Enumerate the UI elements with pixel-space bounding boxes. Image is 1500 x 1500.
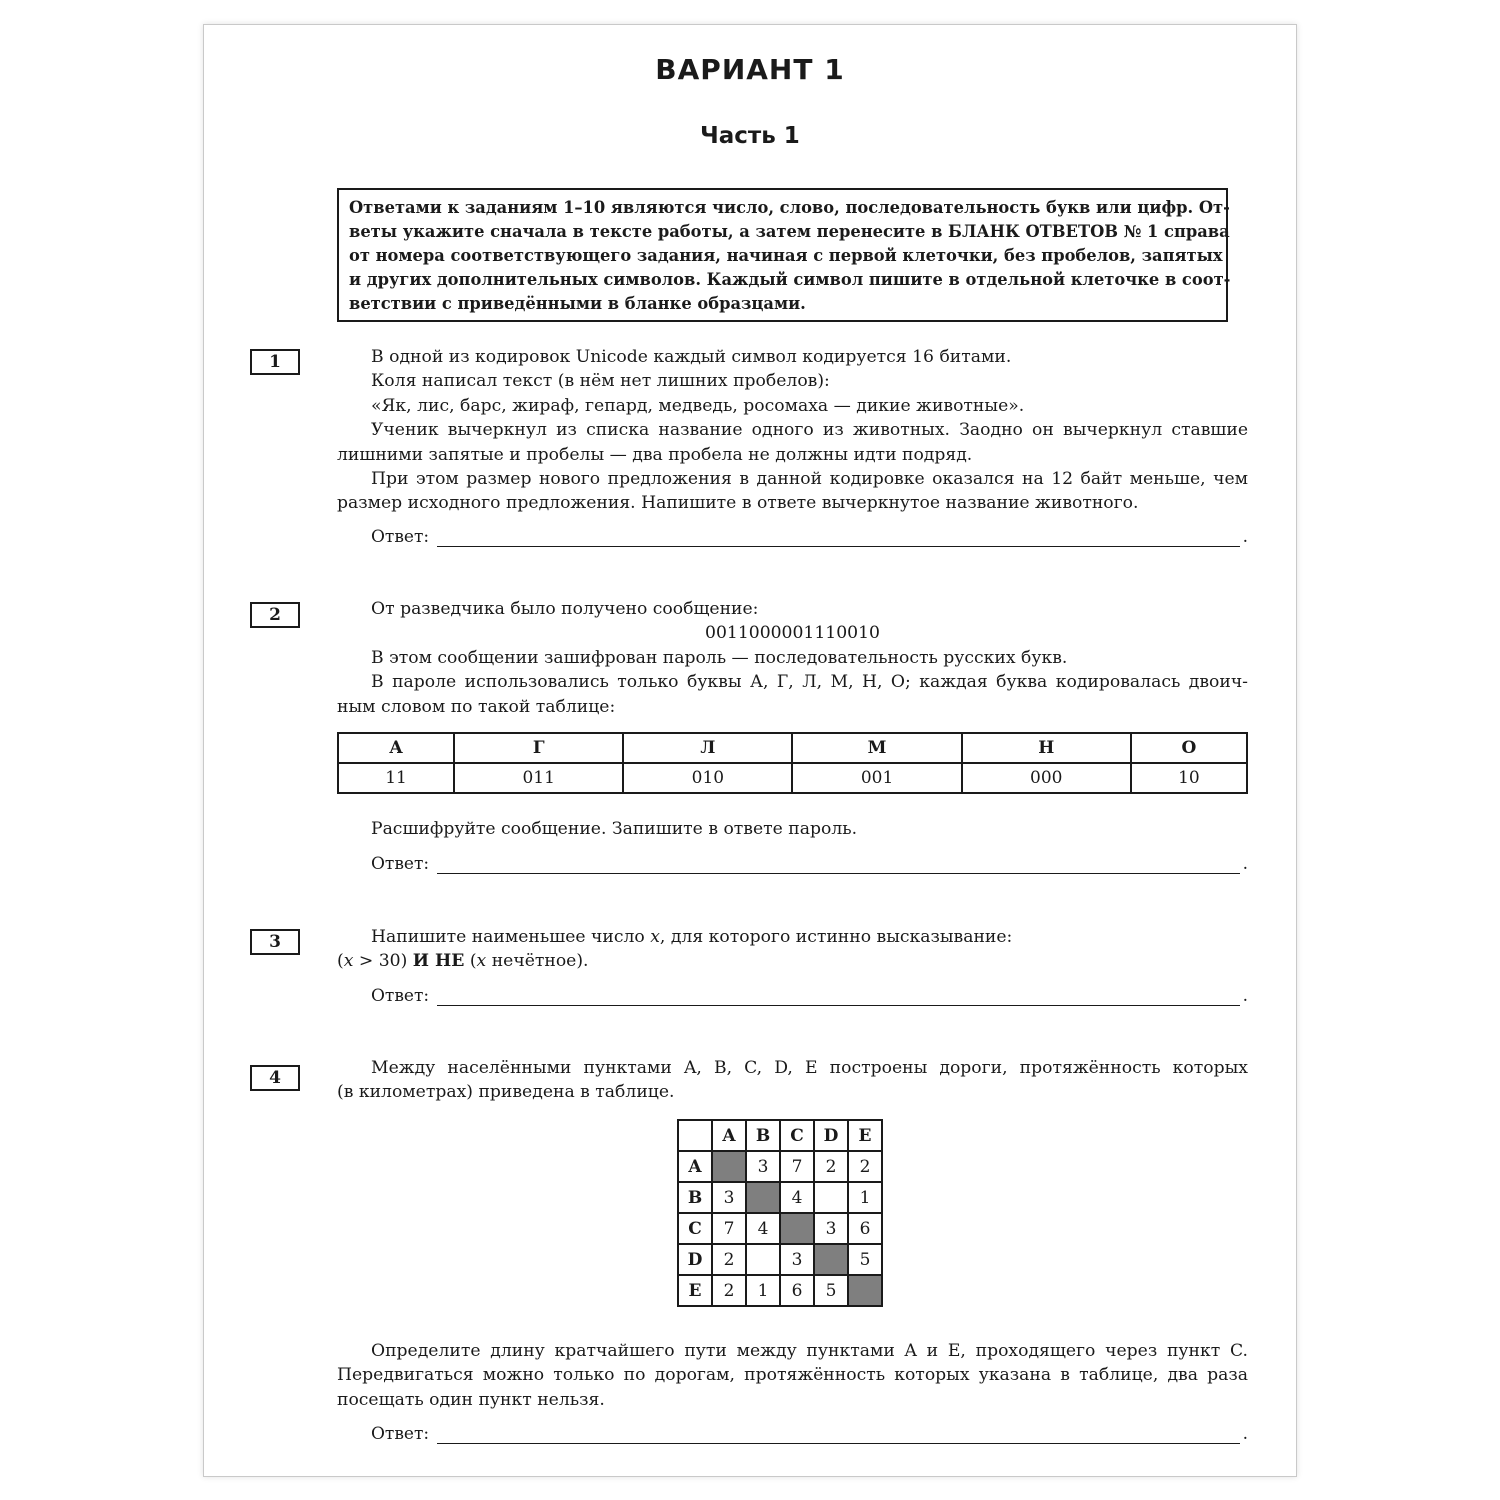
column-header: E — [848, 1120, 882, 1151]
answer-line — [437, 873, 1240, 874]
distance-cell: 2 — [712, 1244, 746, 1275]
task-4-text — [337, 1056, 1248, 1105]
text-fragment: Напишите наименьшее число — [371, 927, 651, 947]
page-sheet — [203, 24, 1297, 1477]
column-header: C — [780, 1120, 814, 1151]
variable-x: x — [343, 951, 354, 972]
distance-cell: 2 — [712, 1275, 746, 1306]
answer-field-3[interactable] — [371, 986, 1248, 1010]
task-1-text — [337, 345, 1248, 516]
row-header: E — [678, 1275, 712, 1306]
answer-field-4[interactable] — [371, 1424, 1248, 1448]
instructions-line: Ответами к заданиям 1–10 являются число, слово, последовательность букв или цифр. От- — [349, 198, 1230, 217]
distance-row — [678, 1275, 882, 1306]
answer-field-1[interactable] — [371, 527, 1248, 551]
distance-cell: 3 — [814, 1213, 848, 1244]
task-line: Расшифруйте сообщение. Запишите в ответе пароль. — [371, 819, 858, 839]
answer-period: . — [1242, 527, 1248, 547]
row-header: C — [678, 1213, 712, 1244]
task-2-text — [337, 597, 1248, 719]
task-4-question — [337, 1339, 1248, 1412]
distance-cell — [814, 1182, 848, 1213]
task-line: В пароле использовались только буквы А, Г, Л, М, Н, О; каждая буква кодировалась двоич- — [371, 672, 1248, 693]
distance-cell: 3 — [780, 1244, 814, 1275]
distance-cell: 1 — [848, 1182, 882, 1213]
task-line: «Як, лис, барс, жираф, гепард, медведь, росомаха — дикие животные». — [371, 395, 1025, 416]
distance-cell: 2 — [848, 1151, 882, 1182]
distance-cell: 5 — [848, 1244, 882, 1275]
code-value: 000 — [962, 763, 1131, 793]
task-line: В этом сообщении зашифрован пароль — последовательность русских букв. — [371, 647, 1068, 668]
distance-cell — [746, 1244, 780, 1275]
distance-cell: 6 — [780, 1275, 814, 1306]
code-table — [337, 732, 1248, 794]
text-fragment: ( — [337, 951, 344, 972]
distance-cell: 6 — [848, 1213, 882, 1244]
encoded-message: 0011000001110010 — [705, 623, 880, 644]
distance-cell: 7 — [712, 1213, 746, 1244]
distance-cell: 2 — [814, 1151, 848, 1182]
distance-cell: 1 — [746, 1275, 780, 1306]
code-value: 001 — [792, 763, 961, 793]
answer-label: Ответ: — [371, 527, 430, 547]
variable-x: x — [476, 951, 487, 972]
code-letter: Л — [623, 733, 792, 763]
distance-header-row — [678, 1120, 882, 1151]
corner-cell — [678, 1120, 712, 1151]
task-line: В одной из кодировок Unicode каждый символ кодируется 16 битами. — [371, 347, 1012, 367]
instructions-line: веты укажите сначала в тексте работы, а затем перенесите в БЛАНК ОТВЕТОВ № 1 справа — [349, 222, 1230, 241]
row-header: A — [678, 1151, 712, 1182]
distance-cell: 7 — [780, 1151, 814, 1182]
diagonal-cell — [848, 1275, 882, 1306]
instructions-line: от номера соответствующего задания, начиная с первой клеточки, без пробелов, запятых — [349, 246, 1223, 265]
instructions-line: и других дополнительных символов. Каждый символ пишите в отдельной клеточке в соот- — [349, 270, 1231, 289]
code-value: 11 — [338, 763, 454, 793]
diagonal-cell — [814, 1244, 848, 1275]
distance-row — [678, 1213, 882, 1244]
variable-x: x — [650, 927, 660, 947]
task-line — [337, 949, 1248, 973]
text-fragment: нечётное). — [486, 951, 589, 972]
answer-field-2[interactable] — [371, 854, 1248, 878]
task-line: размер исходного предложения. Напишите в ответе вычеркнутое название животного. — [337, 493, 1139, 514]
distance-cell: 3 — [712, 1182, 746, 1213]
answer-label: Ответ: — [371, 1424, 430, 1444]
task-line: Ученик вычеркнул из списка название одного из животных. Заодно он вычеркнул ставшие — [371, 420, 1248, 441]
distance-row — [678, 1182, 882, 1213]
answer-label: Ответ: — [371, 986, 430, 1006]
task-2-question — [337, 817, 1248, 841]
distance-row — [678, 1244, 882, 1275]
row-header: D — [678, 1244, 712, 1275]
task-line: Между населёнными пунктами A, B, C, D, E построены дороги, протяжённость которых — [371, 1058, 1248, 1078]
distance-cell: 5 — [814, 1275, 848, 1306]
answer-period: . — [1242, 1424, 1248, 1444]
task-line: При этом размер нового предложения в данной кодировке оказался на 12 байт меньше, чем — [371, 469, 1248, 490]
text-fragment: ( — [464, 951, 477, 972]
logic-operator: И НЕ — [412, 951, 465, 972]
code-value: 011 — [454, 763, 623, 793]
task-line: лишними запятые и пробелы — два пробела не должны идти подряд. — [337, 444, 973, 465]
distance-row — [678, 1151, 882, 1182]
code-value: 10 — [1131, 763, 1247, 793]
task-line: ным словом по такой таблице: — [337, 696, 616, 717]
task-line: Определите длину кратчайшего пути между пунктами A и E, проходящего через пункт C. — [371, 1341, 1248, 1361]
variant-title: ВАРИАНТ 1 — [655, 53, 845, 86]
task-line: Коля написал текст (в нём нет лишних пробелов): — [371, 371, 830, 392]
code-table-codes-row — [338, 763, 1247, 793]
code-table-letters-row — [338, 733, 1247, 763]
part-title: Часть 1 — [700, 123, 800, 149]
task-line: посещать один пункт нельзя. — [337, 1389, 605, 1410]
code-letter: А — [338, 733, 454, 763]
instructions-line: ветствии с приведёнными в бланке образцами. — [349, 294, 806, 313]
answer-period: . — [1242, 986, 1248, 1006]
column-header: A — [712, 1120, 746, 1151]
task-number-1: 1 — [250, 349, 300, 375]
row-header: B — [678, 1182, 712, 1213]
code-letter: О — [1131, 733, 1247, 763]
task-number-2: 2 — [250, 602, 300, 628]
diagonal-cell — [746, 1182, 780, 1213]
answer-line — [437, 546, 1240, 547]
code-value: 010 — [623, 763, 792, 793]
text-fragment: > 30) — [353, 951, 413, 972]
answer-label: Ответ: — [371, 854, 430, 874]
task-number-3: 3 — [250, 929, 300, 955]
task-number-4: 4 — [250, 1065, 300, 1091]
answer-period: . — [1242, 854, 1248, 874]
distance-cell: 4 — [780, 1182, 814, 1213]
distance-cell: 4 — [746, 1213, 780, 1244]
diagonal-cell — [780, 1213, 814, 1244]
text-fragment: , для которого истинно высказывание: — [659, 927, 1013, 947]
task-line: Передвигаться можно только по дорогам, протяжённость которых указана в таблице, два раза — [337, 1365, 1248, 1386]
code-letter: Н — [962, 733, 1131, 763]
task-line — [337, 925, 1248, 949]
answer-line — [437, 1443, 1240, 1444]
answer-line — [437, 1005, 1240, 1006]
task-line: (в километрах) приведена в таблице. — [337, 1082, 675, 1103]
diagonal-cell — [712, 1151, 746, 1182]
instructions-box — [337, 188, 1231, 322]
distance-table — [677, 1119, 883, 1307]
task-3-text — [337, 925, 1248, 974]
column-header: B — [746, 1120, 780, 1151]
distance-cell: 3 — [746, 1151, 780, 1182]
column-header: D — [814, 1120, 848, 1151]
code-letter: Г — [454, 733, 623, 763]
task-line: От разведчика было получено сообщение: — [371, 599, 759, 619]
code-letter: М — [792, 733, 961, 763]
